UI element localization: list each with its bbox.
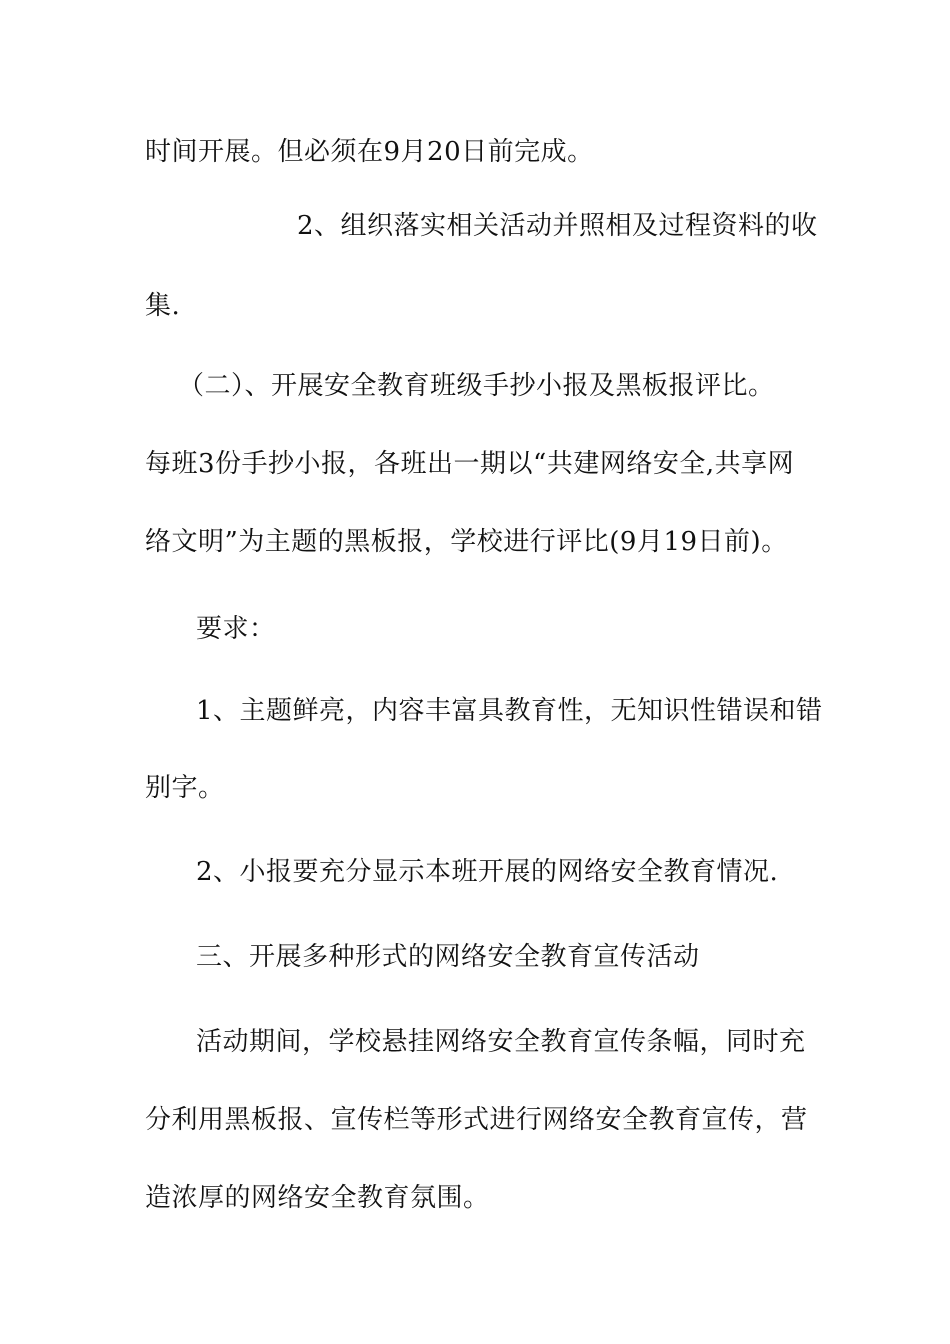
section-heading-3: 三、开展多种形式的网络安全教育宣传活动 — [196, 942, 700, 972]
requirement-1: 1、主题鲜亮，内容丰富具教育性，无知识性错误和错 — [196, 696, 823, 726]
paragraph-line-2: 分利用黑板报、宣传栏等形式进行网络安全教育宣传，营 — [145, 1105, 808, 1135]
requirement-2: 2、小报要充分显示本班开展的网络安全教育情况. — [196, 857, 779, 887]
section-heading-2: （二）、开展安全教育班级手抄小报及黑板报评比。 — [178, 371, 775, 401]
requirement-1-continued: 别字。 — [145, 773, 225, 803]
paragraph-line-3: 造浓厚的网络安全教育氛围。 — [145, 1183, 490, 1213]
text-line-6: 络文明”为主题的黑板报，学校进行评比(9月19日前)。 — [145, 527, 788, 557]
text-line-3: 集. — [145, 291, 181, 321]
paragraph-line-1: 活动期间，学校悬挂网络安全教育宣传条幅，同时充 — [196, 1027, 806, 1057]
text-line-5: 每班3份手抄小报，各班出一期以“共建网络安全,共享网 — [145, 449, 795, 479]
text-line-1: 时间开展。但必须在9月20日前完成。 — [145, 137, 594, 167]
text-line-2: 2、组织落实相关活动并照相及过程资料的收 — [297, 211, 818, 241]
requirements-label: 要求： — [196, 614, 276, 644]
